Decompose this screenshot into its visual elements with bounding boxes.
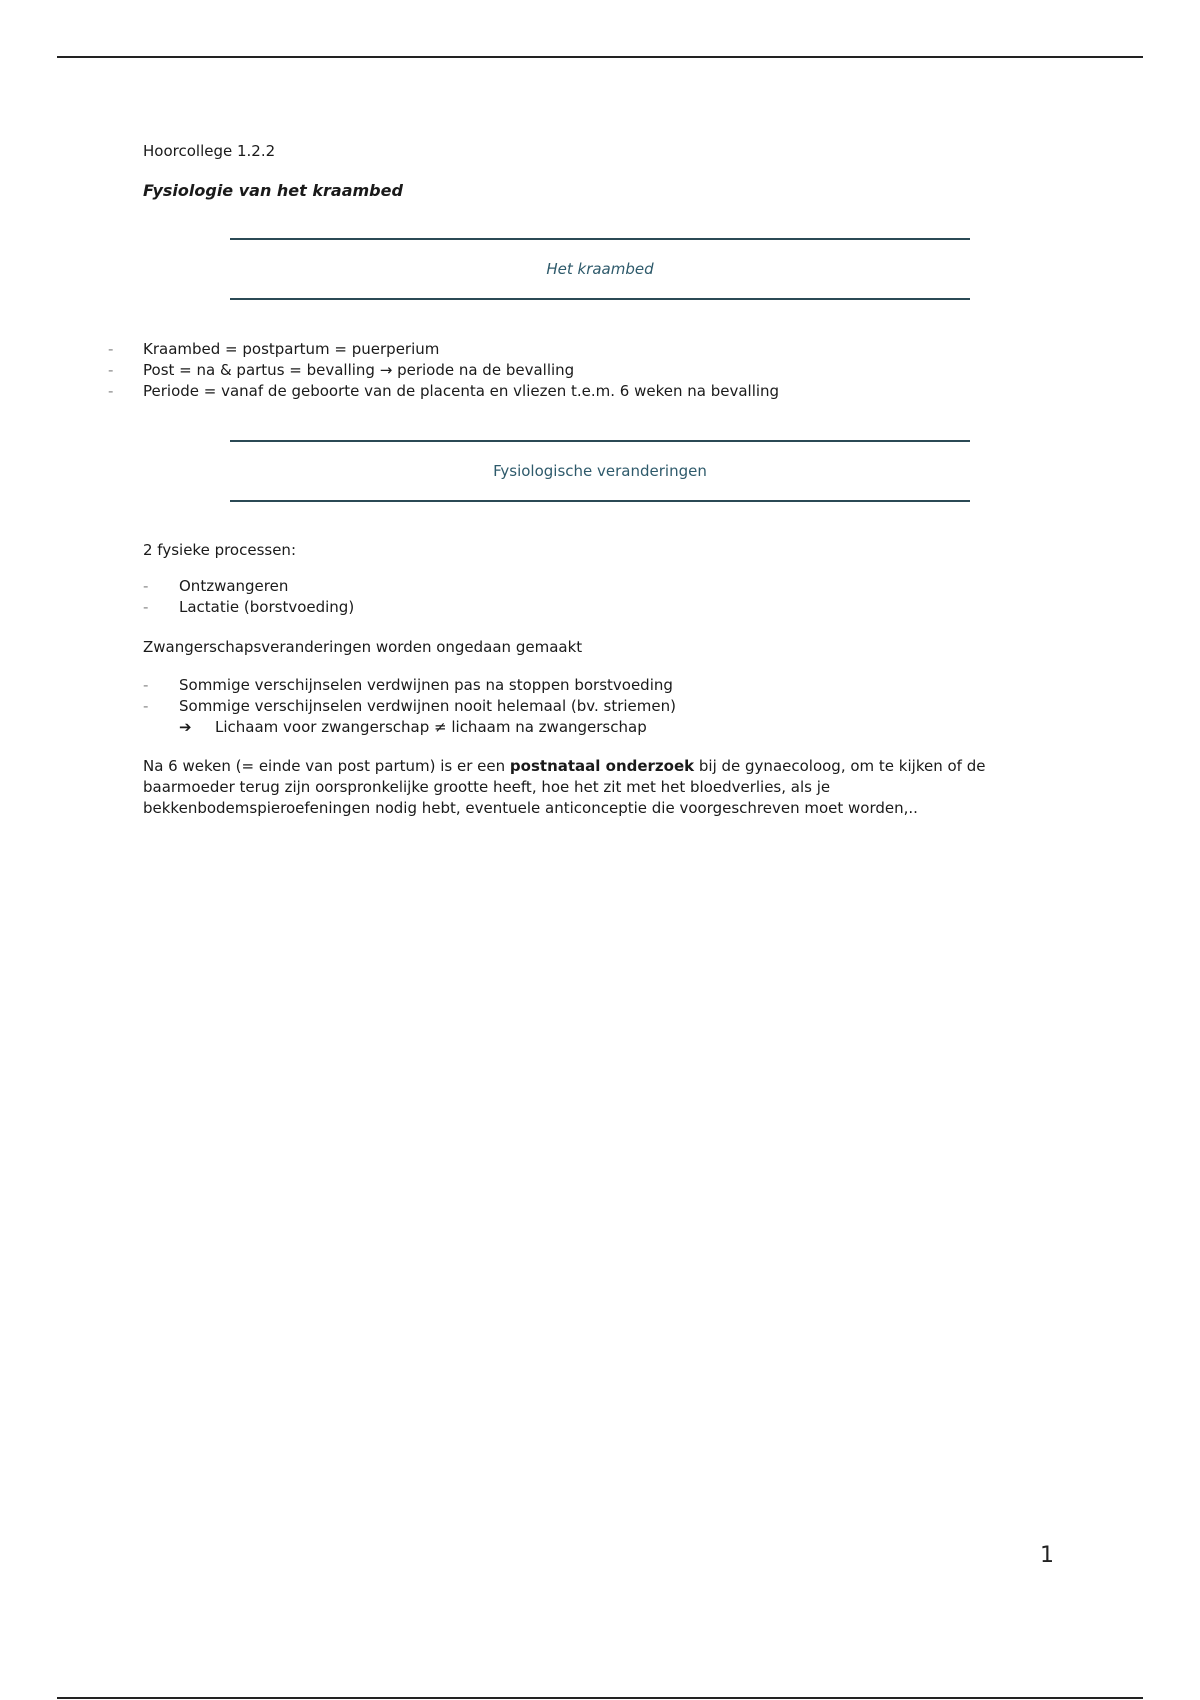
section-heading-veranderingen xyxy=(230,440,970,502)
list-item-text: Kraambed = postpartum = puerperium xyxy=(143,340,440,358)
list-item xyxy=(143,576,354,597)
bullet-dash-icon: - xyxy=(143,676,149,694)
list-item xyxy=(108,339,779,360)
changes-statement: Zwangerschapsveranderingen worden ongedaan gemaakt xyxy=(143,638,583,656)
arrow-note-text: Lichaam voor zwangerschap ≠ lichaam na zwangerschap xyxy=(215,718,647,736)
list-item xyxy=(143,597,355,618)
paragraph-text-before: Na 6 weken (= einde van post partum) is er een xyxy=(143,757,510,775)
list-item-text: Lactatie (borstvoeding) xyxy=(179,598,355,616)
paragraph-emphasis: postnataal onderzoek xyxy=(509,757,695,775)
page-bottom-rule xyxy=(57,1697,1143,1699)
processes-intro: 2 fysieke processen: xyxy=(143,541,296,559)
definition-list xyxy=(108,339,780,402)
course-label: Hoorcollege 1.2.2 xyxy=(143,142,276,160)
paragraph-text-after: bij de gynaecoloog, om te kijken of de baarmoeder terug zijn oorspronkelijke grootte heeft, hoe het zit met het bloedverlies, als je bekkenbodemspieroefeningen nodig hebt, eventuele anticonceptie die voorgeschreven moet worden,.. xyxy=(143,757,986,817)
bullet-dash-icon: - xyxy=(108,382,114,400)
changes-list xyxy=(143,675,676,717)
list-item-text: Periode = vanaf de geboorte van de placenta en vliezen t.e.m. 6 weken na bevalling xyxy=(143,382,780,400)
bullet-dash-icon: - xyxy=(108,361,114,379)
bullet-dash-icon: - xyxy=(108,340,114,358)
page-number: 1 xyxy=(1040,1543,1054,1568)
list-item-text: Sommige verschijnselen verdwijnen pas na stoppen borstvoeding xyxy=(179,676,673,694)
arrow-right-icon: ➔ xyxy=(179,718,192,736)
list-item xyxy=(143,696,676,717)
list-item xyxy=(108,360,779,381)
list-item xyxy=(143,675,676,696)
bullet-dash-icon: - xyxy=(143,598,149,616)
postnatal-paragraph xyxy=(143,756,1043,819)
list-item-text: Sommige verschijnselen verdwijnen nooit helemaal (bv. striemen) xyxy=(179,697,676,715)
list-item-text: Post = na & partus = bevalling → periode na de bevalling xyxy=(143,361,575,379)
list-item xyxy=(108,381,780,402)
document-title: Fysiologie van het kraambed xyxy=(143,181,403,200)
list-item-text: Ontzwangeren xyxy=(179,577,289,595)
arrow-note xyxy=(179,717,647,738)
bullet-dash-icon: - xyxy=(143,697,149,715)
section-heading-text: Het kraambed xyxy=(546,260,654,278)
section-heading-kraambed xyxy=(230,238,970,300)
bullet-dash-icon: - xyxy=(143,577,149,595)
processes-list xyxy=(143,576,355,618)
page-top-rule xyxy=(57,56,1143,58)
section-heading-text: Fysiologische veranderingen xyxy=(493,462,707,480)
